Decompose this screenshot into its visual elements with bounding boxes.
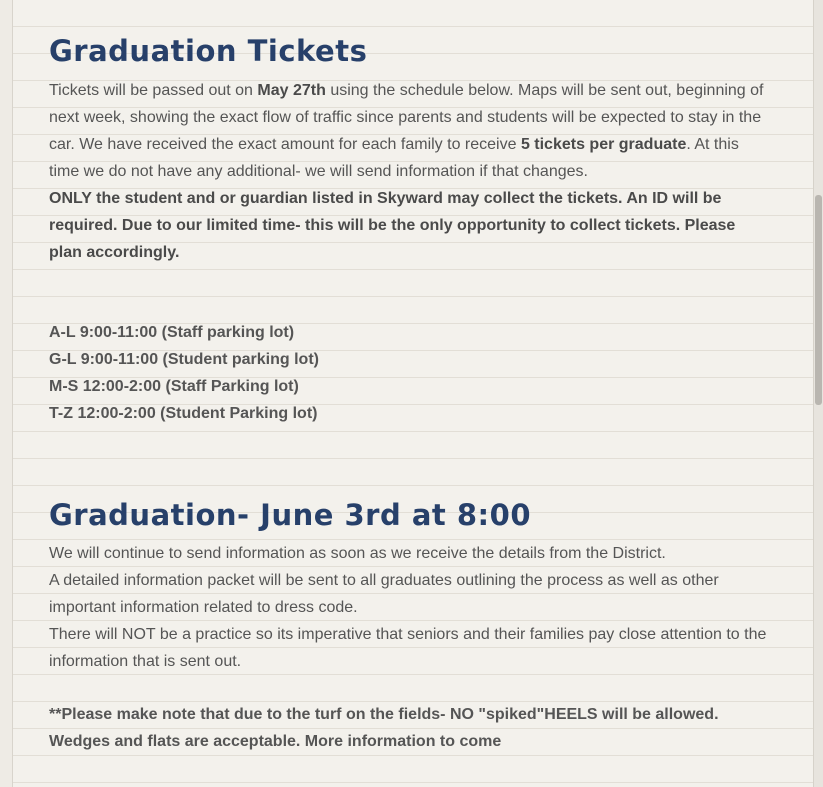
graduation-line-2: A detailed information packet will be sent to all graduates outlining the process as well as other important information related to dress code. (49, 572, 719, 616)
pickup-date: May 27th (257, 82, 326, 99)
intro-text-1: Tickets will be passed out on (49, 82, 258, 99)
graduation-heading: Graduation- June 3rd at 8:00 (49, 498, 531, 532)
heels-note: **Please make note that due to the turf on the fields- NO "spiked"HEELS will be allowed. Wedges and flats are acceptable. More information to come (49, 706, 719, 750)
schedule-item: M-S 12:00-2:00 (Staff Parking lot) (49, 378, 299, 395)
tickets-notice: ONLY the student and or guardian listed in Skyward may collect the tickets. An ID will be required. Due to our limited time- this will be the only opportunity to collect tickets. Please plan accordingly. (49, 190, 736, 261)
scrollbar-thumb[interactable] (815, 195, 822, 405)
pickup-schedule (49, 319, 769, 427)
ticket-amount: 5 tickets per graduate (520, 136, 687, 153)
page-left-border (0, 0, 13, 787)
schedule-item: A-L 9:00-11:00 (Staff parking lot) (49, 324, 295, 341)
vertical-scrollbar[interactable] (813, 0, 823, 787)
tickets-heading: Graduation Tickets (49, 34, 368, 68)
tickets-intro (49, 77, 769, 185)
tickets-description (49, 77, 769, 266)
graduation-line-3: There will NOT be a practice so its imperative that seniors and their families pay close attention to the information that is sent out. (49, 626, 767, 670)
graduation-line-1: We will continue to send information as soon as we receive the details from the District. (49, 545, 666, 562)
schedule-item: T-Z 12:00-2:00 (Student Parking lot) (49, 405, 318, 422)
schedule-item: G-L 9:00-11:00 (Student parking lot) (49, 351, 319, 368)
intro-text-3: . At this time we do not have any additional- we will send information if that changes. (49, 136, 739, 180)
graduation-description (49, 540, 769, 675)
intro-text-2: using the schedule below. Maps will be sent out, beginning of next week, showing the exact flow of traffic since parents and students will be expected to stay in the car. We have received the exact amount for each family to receive (49, 82, 764, 153)
